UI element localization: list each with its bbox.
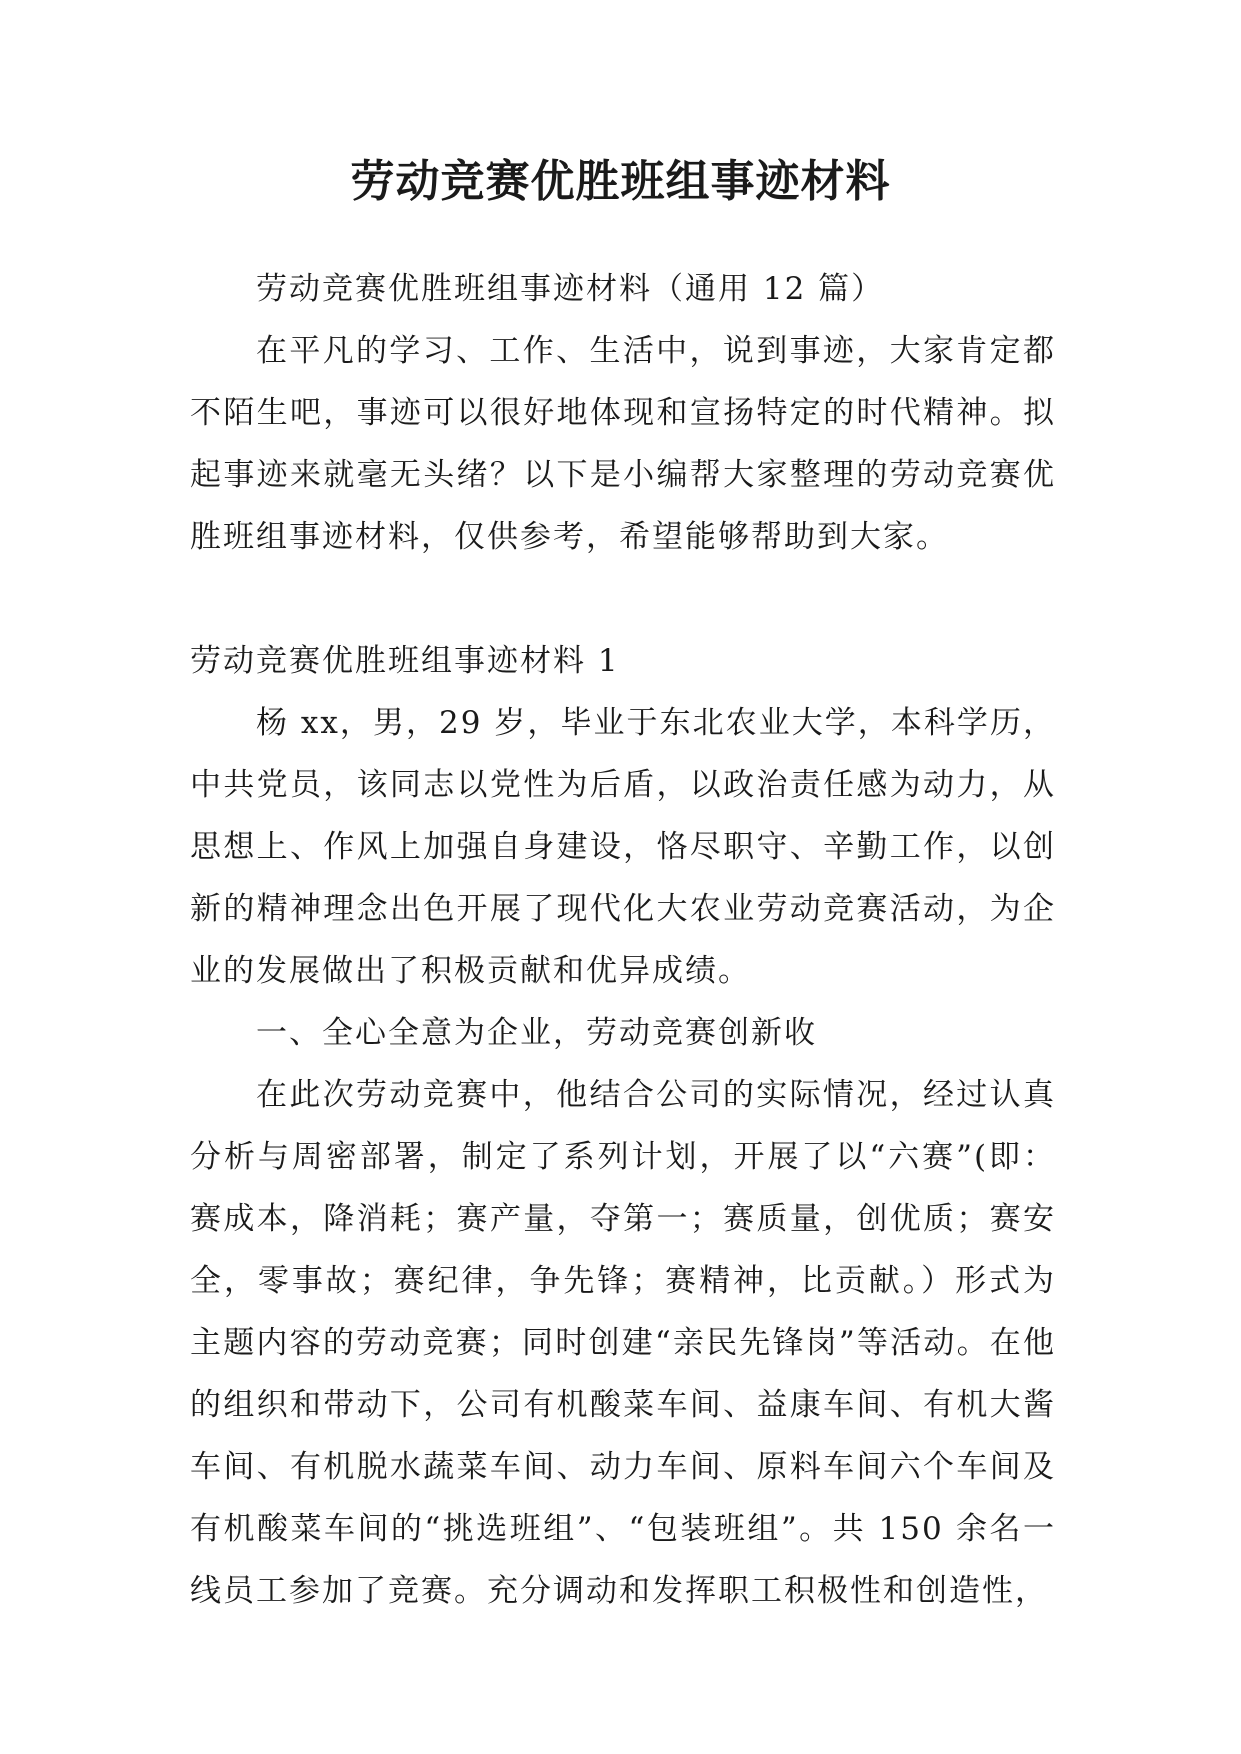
subheading-1: 一、全心全意为企业，劳动竞赛创新收 xyxy=(256,1015,817,1051)
document-subtitle: 劳动竞赛优胜班组事迹材料（通用 12 篇） xyxy=(256,271,885,307)
body-paragraph-1: 杨 xx，男，29 岁，毕业于东北农业大学，本科学历，中共党员，该同志以党性为后盾，以政治责任感为动力，从思想上、作风上加强自身建设，恪尽职守、辛勤工作，以创新的精神理念出色开展了现代化大农业劳动竞赛活动，为企业的发展做出了积极贡献和优异成绩。 xyxy=(190,705,1056,989)
document-title: 劳动竞赛优胜班组事迹材料 xyxy=(350,156,891,207)
section-heading: 劳动竞赛优胜班组事迹材料 1 xyxy=(190,643,620,679)
document-body xyxy=(190,258,1056,1622)
intro-paragraph: 在平凡的学习、工作、生活中，说到事迹，大家肯定都不陌生吧，事迹可以很好地体现和宣扬特定的时代精神。拟起事迹来就毫无头绪？以下是小编帮大家整理的劳动竞赛优胜班组事迹材料，仅供参考，希望能够帮助到大家。 xyxy=(190,333,1056,555)
paragraph-gap xyxy=(190,568,1056,630)
body-paragraph-2: 在此次劳动竞赛中，他结合公司的实际情况，经过认真分析与周密部署，制定了系列计划，开展了以“六赛”(即：赛成本，降消耗；赛产量，夺第一；赛质量，创优质；赛安全，零事故；赛纪律，争先锋；赛精神，比贡献。）形式为主题内容的劳动竞赛；同时创建“亲民先锋岗”等活动。在他的组织和带动下，公司有机酸菜车间、益康车间、有机大酱车间、有机脱水蔬菜车间、动力车间、原料车间六个车间及有机酸菜车间的“挑选班组”、“包装班组”。共 150 余名一线员工参加了竞赛。充分调动和发挥职工积极性和创造性， xyxy=(190,1077,1056,1609)
